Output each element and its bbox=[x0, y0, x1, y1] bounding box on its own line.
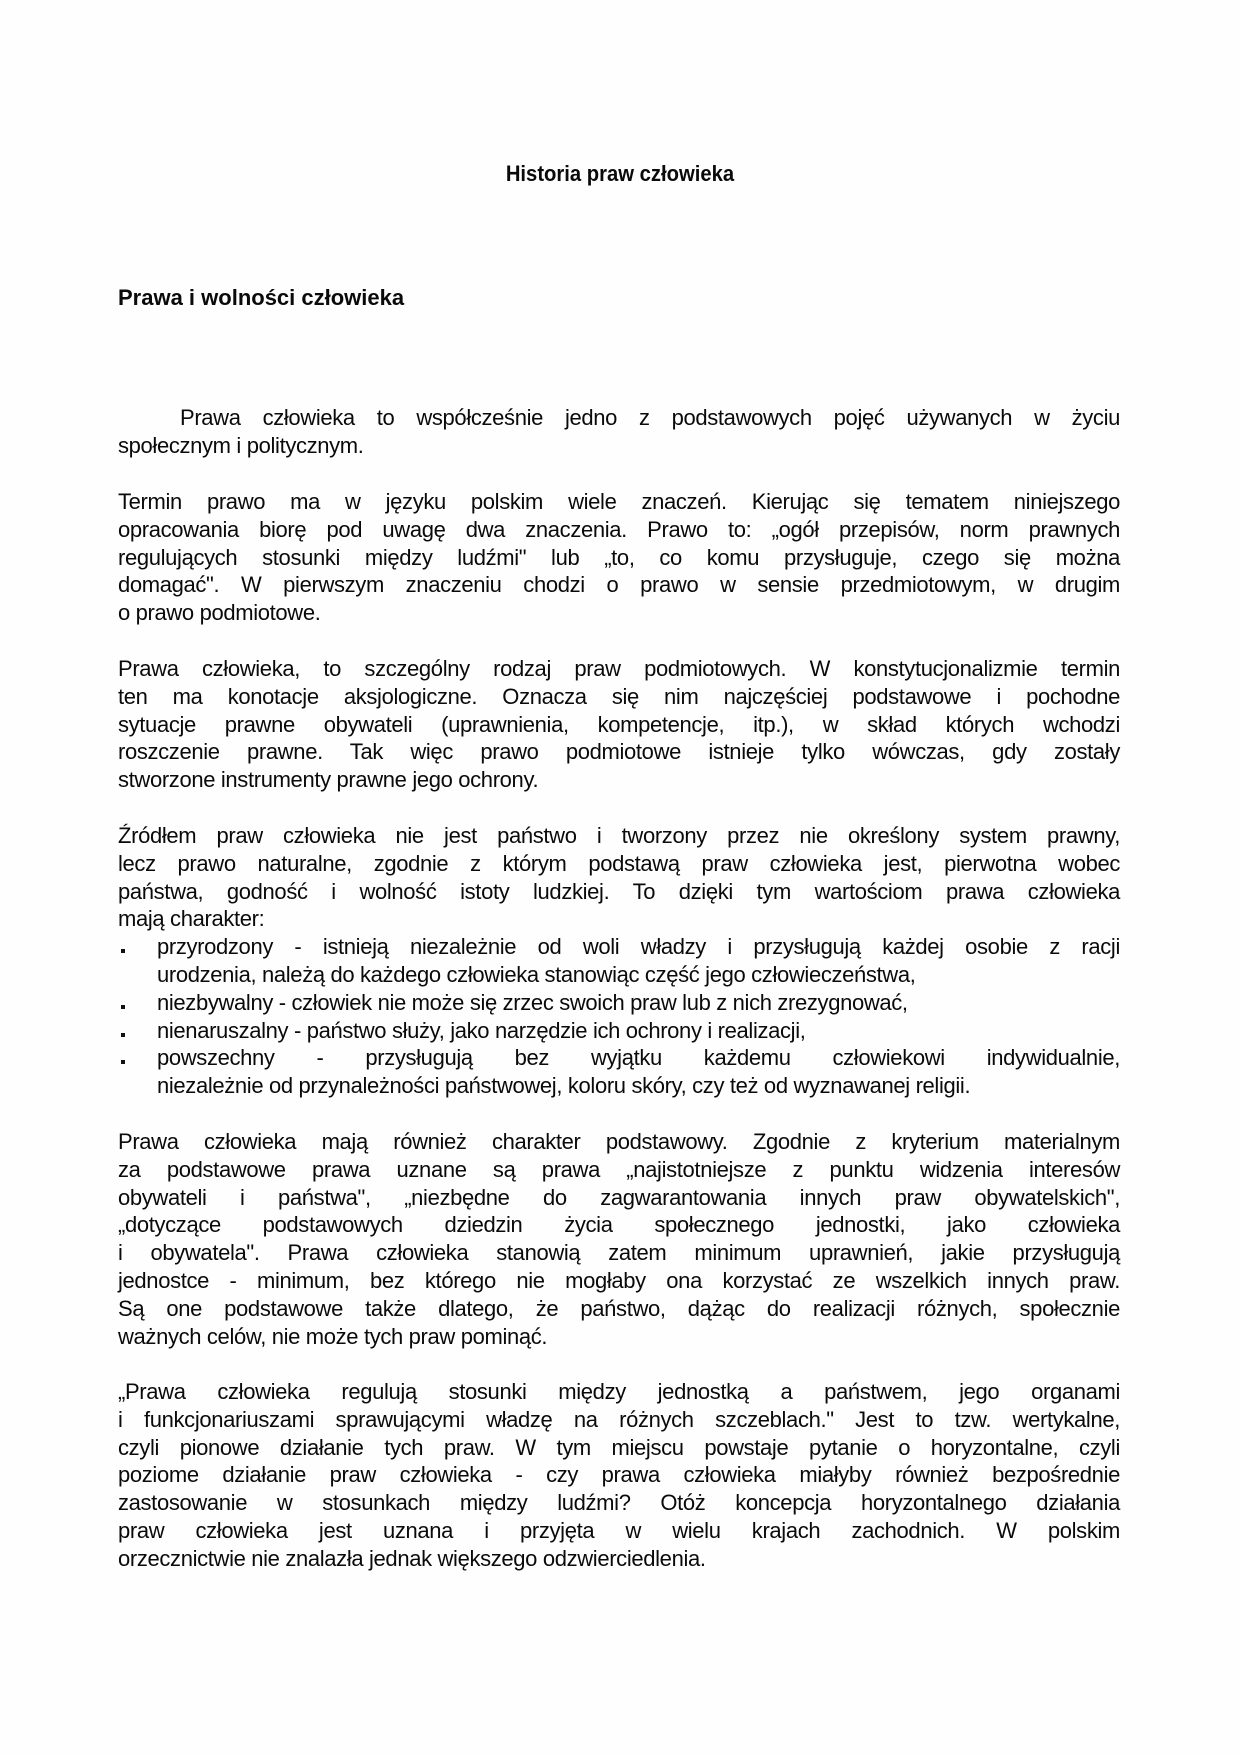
text-line: jednostce - minimum, bez którego nie mogłaby ona korzystać ze wszelkich innych praw. bbox=[118, 1267, 1120, 1293]
text-line: urodzenia, należą do każdego człowieka stanowiąc część jego człowieczeństwa, bbox=[157, 961, 916, 987]
text-line: przyrodzony - istnieją niezależnie od woli władzy i przysługują każdej osobie z racji bbox=[157, 934, 1120, 960]
paragraph-source-of-rights bbox=[118, 822, 1120, 1100]
text-line: regulujących stosunki między ludźmi" lub „to, co komu przysługuje, czego się można bbox=[118, 544, 1120, 570]
text-line: ważnych celów, nie może tych praw pominąć. bbox=[118, 1323, 548, 1349]
list-item-powszechny bbox=[118, 1044, 1120, 1100]
text-line: Termin prawo ma w języku polskim wiele znaczeń. Kierując się tematem niniejszego bbox=[118, 489, 1120, 514]
text-line: praw człowieka jest uznana i przyjęta w wielu krajach zachodnich. W polskim bbox=[118, 1517, 1120, 1543]
paragraph-horizontal-effect bbox=[118, 1378, 1120, 1573]
text-line: za podstawowe prawa uznane są prawa „najistotniejsze z punktu widzenia interesów bbox=[118, 1156, 1120, 1182]
rights-characteristics-list bbox=[118, 933, 1120, 1100]
text-line: ten ma konotacje aksjologiczne. Oznacza się nim najczęściej podstawowe i pochodne bbox=[118, 683, 1120, 709]
square-bullet-icon bbox=[118, 1017, 128, 1045]
section-heading: Prawa i wolności człowieka bbox=[118, 285, 405, 310]
text-line: niezbywalny - człowiek nie może się zrzec swoich praw lub z nich zrezygnować, bbox=[157, 989, 908, 1015]
text-line: Prawa człowieka mają również charakter podstawowy. Zgodnie z kryterium materialnym bbox=[118, 1129, 1120, 1154]
paragraph-fundamental-character bbox=[118, 1128, 1120, 1350]
text-line: Prawa człowieka, to szczególny rodzaj praw podmiotowych. W konstytucjonalizmie termin bbox=[118, 656, 1120, 681]
text-line: zastosowanie w stosunkach między ludźmi? Otóż koncepcja horyzontalnego działania bbox=[118, 1490, 1120, 1516]
text-line: „dotyczące podstawowych dziedzin życia społecznego jednostki, jako człowieka bbox=[118, 1212, 1120, 1238]
text-line: opracowania biorę pod uwagę dwa znaczenia. Prawo to: „ogół przepisów, norm prawnych bbox=[118, 516, 1120, 542]
text-line: orzecznictwie nie znalazła jednak większego odzwierciedlenia. bbox=[118, 1545, 706, 1571]
text-line: roszczenie prawne. Tak więc prawo podmiotowe istnieje tylko wówczas, gdy zostały bbox=[118, 739, 1120, 765]
text-line: domagać". W pierwszym znaczeniu chodzi o prawo w sensie przedmiotowym, w drugim bbox=[118, 572, 1120, 598]
text-line: poziome działanie praw człowieka - czy prawa człowieka miałyby również bezpośrednie bbox=[118, 1462, 1120, 1488]
paragraph-intro bbox=[118, 404, 1120, 460]
square-bullet-icon bbox=[118, 1044, 128, 1072]
text-line: czyli pionowe działanie tych praw. W tym miejscu powstaje pytanie o horyzontalne, czyli bbox=[118, 1434, 1120, 1460]
paragraph-term-definition bbox=[118, 488, 1120, 627]
paragraph-subjective-rights bbox=[118, 655, 1120, 794]
text-line: powszechny - przysługują bez wyjątku każdemu człowiekowi indywidualnie, bbox=[157, 1045, 1120, 1071]
text-line: o prawo podmiotowe. bbox=[118, 600, 321, 626]
text-line: Źródłem praw człowieka nie jest państwo i tworzony przez nie określony system prawny, bbox=[118, 823, 1120, 848]
text-line: mają charakter: bbox=[118, 906, 265, 932]
list-item-nienaruszalny bbox=[118, 1017, 1120, 1045]
text-line: Są one podstawowe także dlatego, że państwo, dążąc do realizacji różnych, społecznie bbox=[118, 1295, 1120, 1321]
text-line: i obywatela". Prawa człowieka stanowią zatem minimum uprawnień, jakie przysługują bbox=[118, 1240, 1120, 1266]
text-line: nienaruszalny - państwo służy, jako narzędzie ich ochrony i realizacji, bbox=[157, 1017, 806, 1043]
list-item-przyrodzony bbox=[118, 933, 1120, 989]
text-line: społecznym i politycznym. bbox=[118, 432, 364, 458]
text-line: niezależnie od przynależności państwowej, koloru skóry, czy też od wyznawanej religii. bbox=[157, 1073, 971, 1099]
list-item-niezbywalny bbox=[118, 989, 1120, 1017]
text-line: obywateli i państwa", „niezbędne do zagwarantowania innych praw obywatelskich", bbox=[118, 1184, 1120, 1210]
square-bullet-icon bbox=[118, 989, 128, 1017]
text-line: lecz prawo naturalne, zgodnie z którym podstawą praw człowieka jest, pierwotna wobec bbox=[118, 850, 1120, 876]
square-bullet-icon bbox=[118, 933, 128, 961]
text-line: Prawa człowieka to współcześnie jedno z podstawowych pojęć używanych w życiu bbox=[180, 405, 1120, 430]
text-line: sytuacje prawne obywateli (uprawnienia, kompetencje, itp.), w skład których wchodzi bbox=[118, 711, 1120, 737]
text-line: państwa, godność i wolność istoty ludzkiej. To dzięki tym wartościom prawa człowieka bbox=[118, 878, 1120, 904]
document-title: Historia praw człowieka bbox=[505, 161, 735, 186]
text-line: i funkcjonariuszami sprawującymi władzę na różnych szczeblach." Jest to tzw. wertykalne, bbox=[118, 1406, 1120, 1432]
text-line: stworzone instrumenty prawne jego ochrony. bbox=[118, 767, 539, 793]
text-line: „Prawa człowieka regulują stosunki między jednostką a państwem, jego organami bbox=[118, 1379, 1120, 1404]
